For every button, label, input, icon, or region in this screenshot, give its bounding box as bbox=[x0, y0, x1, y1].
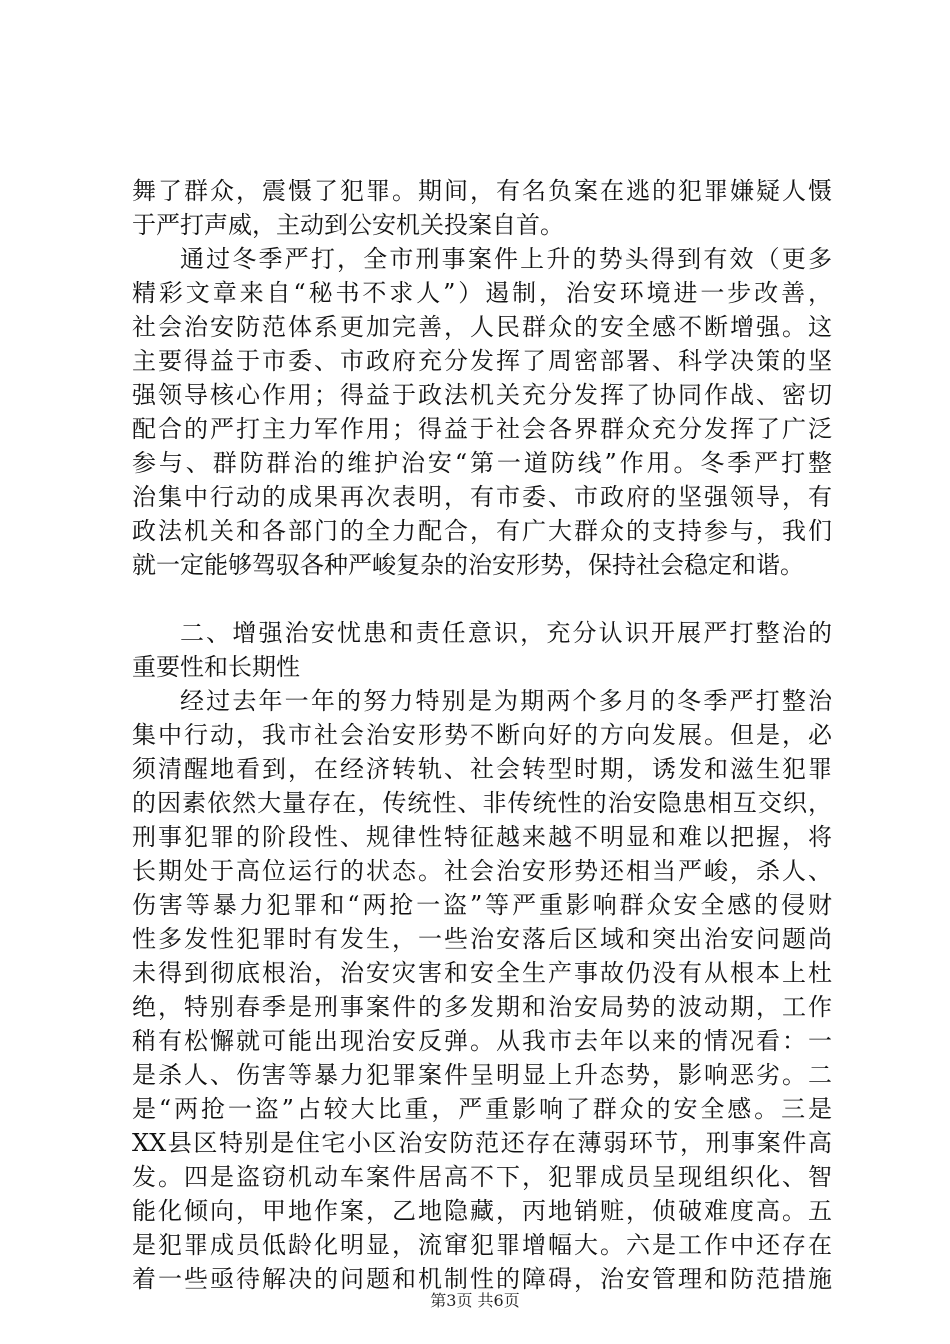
text-line: 治集中行动的成果再次表明，有市委、市政府的坚强领导，有 bbox=[132, 483, 832, 511]
text-line: 着一些亟待解决的问题和机制性的障碍，治安管理和防范措施 bbox=[132, 1265, 832, 1293]
text-line: 未得到彻底根治，治安灾害和安全生产事故仍没有从根本上杜 bbox=[132, 959, 832, 987]
text-line: 社会治安防范体系更加完善，人民群众的安全感不断增强。这 bbox=[132, 313, 832, 341]
text-line: 舞了群众，震慑了犯罪。期间，有名负案在逃的犯罪嫌疑人慑 bbox=[132, 177, 832, 205]
text-line: 稍有松懈就可能出现治安反弹。从我市去年以来的情况看：一 bbox=[132, 1027, 832, 1055]
paragraph bbox=[132, 684, 832, 1296]
text-line: 发。四是盗窃机动车案件居高不下，犯罪成员呈现组织化、智 bbox=[132, 1163, 832, 1191]
text-line: 绝，特别春季是刑事案件的多发期和治安局势的波动期，工作 bbox=[132, 993, 832, 1021]
text-line: 集中行动，我市社会治安形势不断向好的方向发展。但是，必 bbox=[132, 721, 832, 749]
text-line: 是杀人、伤害等暴力犯罪案件呈明显上升态势，影响恶劣。二 bbox=[132, 1061, 832, 1089]
heading-line: 二、增强治安忧患和责任意识，充分认识开展严打整治的 bbox=[180, 619, 832, 647]
paragraph-gap bbox=[132, 582, 832, 616]
paragraph bbox=[132, 242, 832, 582]
text-line: 经过去年一年的努力特别是为期两个多月的冬季严打整治 bbox=[180, 687, 832, 715]
text-line: 是“两抢一盗”占较大比重，严重影响了群众的安全感。三是 bbox=[132, 1095, 832, 1123]
section-heading bbox=[132, 616, 832, 684]
text-line: 参与、群防群治的维护治安“第一道防线”作用。冬季严打整 bbox=[132, 449, 832, 477]
text-line: 精彩文章来自“秘书不求人”）遏制，治安环境进一步改善， bbox=[132, 279, 832, 307]
text-line: 的因素依然大量存在，传统性、非传统性的治安隐患相互交织， bbox=[132, 789, 832, 817]
page-number: 第3页 共6页 bbox=[430, 1291, 520, 1310]
text-line: 通过冬季严打，全市刑事案件上升的势头得到有效（更多 bbox=[180, 245, 832, 273]
text-line: 配合的严打主力军作用；得益于社会各界群众充分发挥了广泛 bbox=[132, 415, 832, 443]
page-footer bbox=[0, 1288, 950, 1311]
text-line: 于严打声威，主动到公安机关投案自首。 bbox=[132, 211, 564, 239]
text-line: 主要得益于市委、市政府充分发挥了周密部署、科学决策的坚 bbox=[132, 347, 832, 375]
heading-line: 重要性和长期性 bbox=[132, 653, 300, 681]
text-line: 长期处于高位运行的状态。社会治安形势还相当严峻，杀人、 bbox=[132, 857, 832, 885]
text-line: XX县区特别是住宅小区治安防范还存在薄弱环节，刑事案件高 bbox=[132, 1129, 832, 1157]
text-line: 性多发性犯罪时有发生，一些治安落后区域和突出治安问题尚 bbox=[132, 925, 832, 953]
text-line: 能化倾向，甲地作案，乙地隐藏，丙地销赃，侦破难度高。五 bbox=[132, 1197, 832, 1225]
text-line: 是犯罪成员低龄化明显，流窜犯罪增幅大。六是工作中还存在 bbox=[132, 1231, 832, 1259]
paragraph bbox=[132, 174, 832, 242]
text-line: 须清醒地看到，在经济转轨、社会转型时期，诱发和滋生犯罪 bbox=[132, 755, 832, 783]
text-line: 刑事犯罪的阶段性、规律性特征越来越不明显和难以把握，将 bbox=[132, 823, 832, 851]
text-line: 政法机关和各部门的全力配合，有广大群众的支持参与，我们 bbox=[132, 517, 832, 545]
text-line: 就一定能够驾驭各种严峻复杂的治安形势，保持社会稳定和谐。 bbox=[132, 551, 804, 579]
document-body bbox=[132, 174, 832, 1296]
text-line: 强领导核心作用；得益于政法机关充分发挥了协同作战、密切 bbox=[132, 381, 832, 409]
text-line: 伤害等暴力犯罪和“两抢一盗”等严重影响群众安全感的侵财 bbox=[132, 891, 832, 919]
